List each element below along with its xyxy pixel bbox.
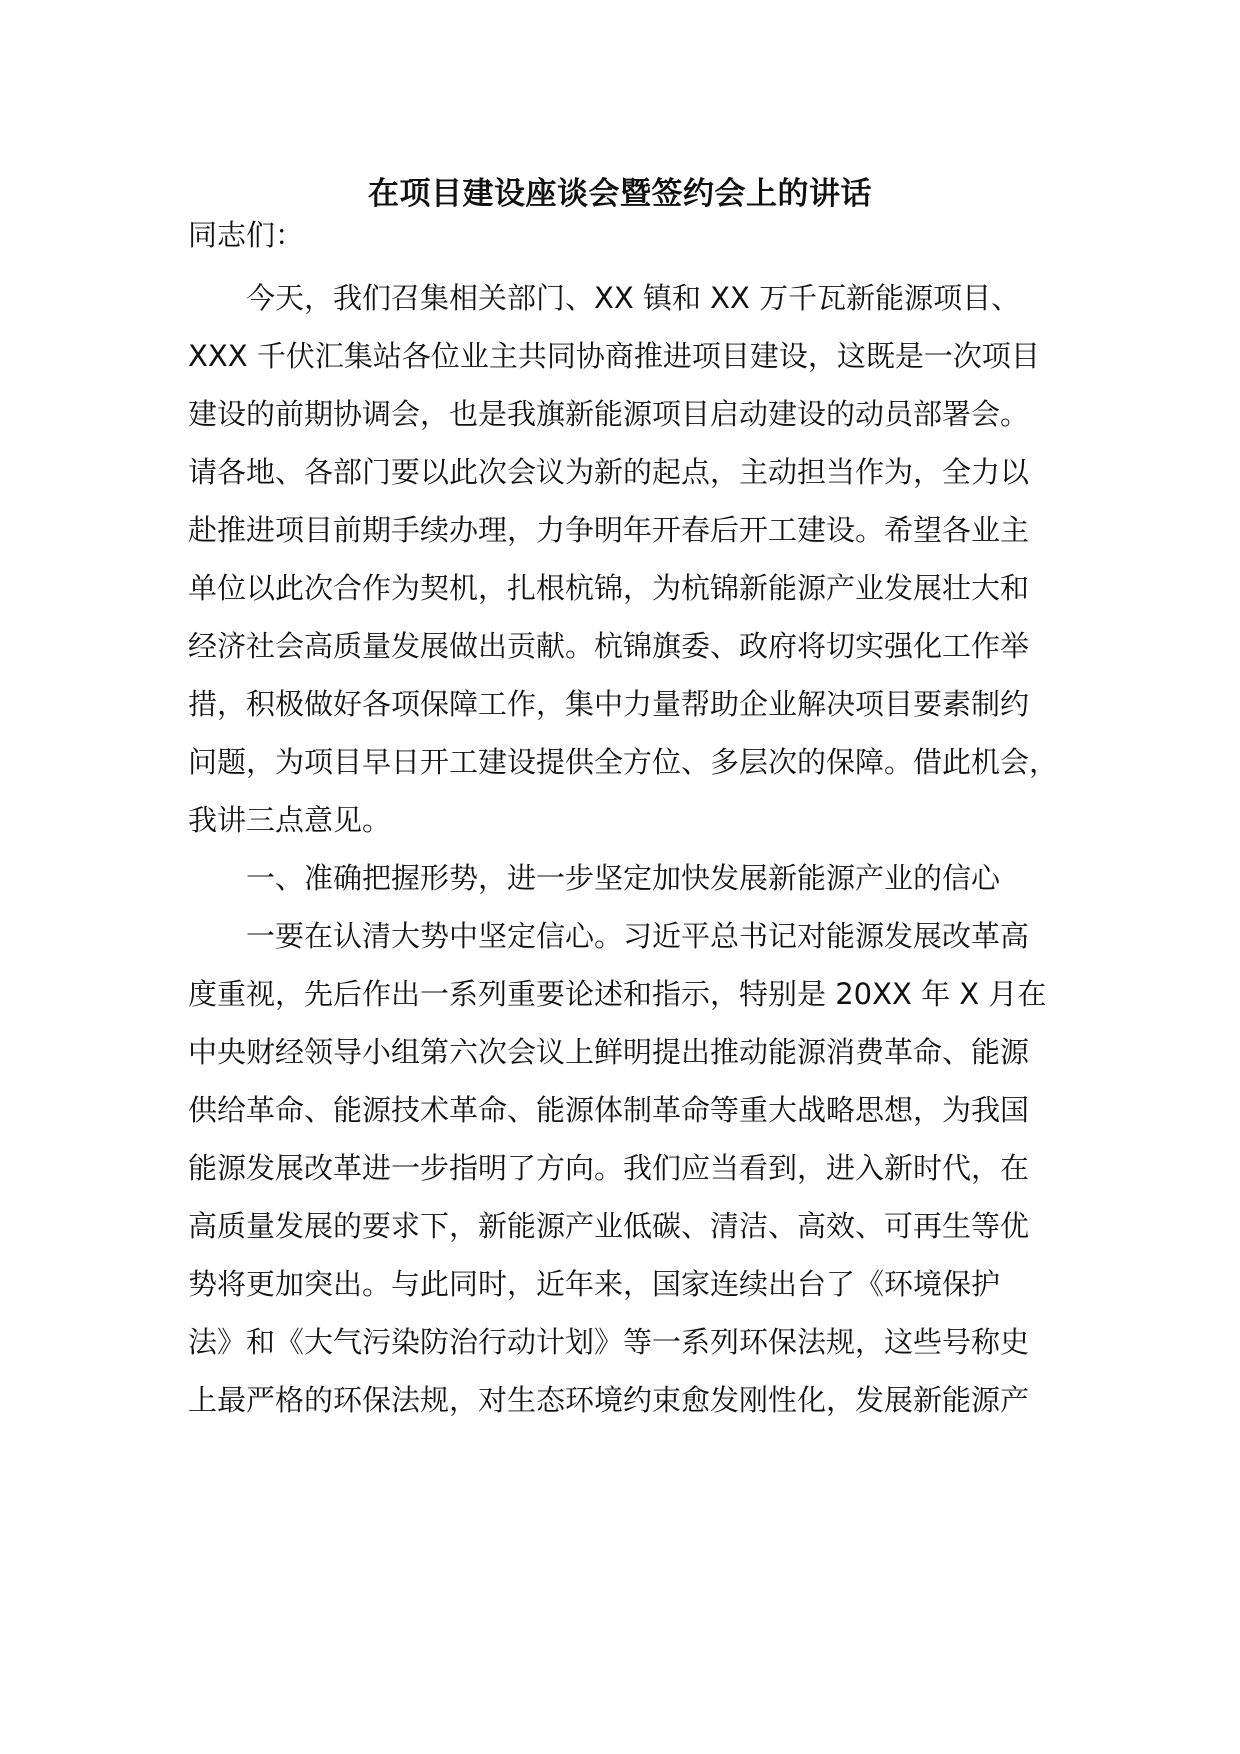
paragraph-line: 问题，为项目早日开工建设提供全方位、多层次的保障。借此机会， xyxy=(188,745,1059,779)
section-heading: 一、准确把握形势，进一步坚定加快发展新能源产业的信心 xyxy=(246,861,1001,895)
paragraph-line: 高质量发展的要求下，新能源产业低碳、清洁、高效、可再生等优 xyxy=(188,1209,1030,1243)
paragraph-line: 中央财经领导小组第六次会议上鲜明提出推动能源消费革命、能源 xyxy=(188,1035,1030,1069)
paragraph-line: 我讲三点意见。 xyxy=(188,803,392,837)
paragraph-line: 能源发展改革进一步指明了方向。我们应当看到，进入新时代，在 xyxy=(188,1151,1030,1185)
paragraph-line: 赴推进项目前期手续办理，力争明年开春后开工建设。希望各业主 xyxy=(188,513,1030,547)
paragraph-line: 请各地、各部门要以此次会议为新的起点，主动担当作为，全力以 xyxy=(188,455,1030,489)
paragraph-line: 经济社会高质量发展做出贡献。杭锦旗委、政府将切实强化工作举 xyxy=(188,629,1030,663)
salutation-line: 同志们： xyxy=(188,218,305,252)
paragraph-line: 今天，我们召集相关部门、XX 镇和 XX 万千瓦新能源项目、 xyxy=(246,281,1021,315)
paragraph-line: XXX 千伏汇集站各位业主共同协商推进项目建设，这既是一次项目 xyxy=(188,339,1040,373)
paragraph-line: 上最严格的环保法规，对生态环境约束愈发刚性化，发展新能源产 xyxy=(188,1383,1030,1417)
paragraph-line: 势将更加突出。与此同时，近年来，国家连续出台了《环境保护 xyxy=(188,1267,1001,1301)
paragraph-line: 单位以此次合作为契机，扎根杭锦，为杭锦新能源产业发展壮大和 xyxy=(188,571,1030,605)
paragraph-line: 法》和《大气污染防治行动计划》等一系列环保法规，这些号称史 xyxy=(188,1325,1030,1359)
paragraph-line: 供给革命、能源技术革命、能源体制革命等重大战略思想，为我国 xyxy=(188,1093,1030,1127)
paragraph-line: 措，积极做好各项保障工作，集中力量帮助企业解决项目要素制约 xyxy=(188,687,1030,721)
paragraph-line: 建设的前期协调会，也是我旗新能源项目启动建设的动员部署会。 xyxy=(188,397,1030,431)
paragraph-line: 一要在认清大势中坚定信心。习近平总书记对能源发展改革高 xyxy=(246,919,1030,953)
paragraph-line: 度重视，先后作出一系列重要论述和指示，特别是 20XX 年 X 月在 xyxy=(188,977,1047,1011)
document-title: 在项目建设座谈会暨签约会上的讲话 xyxy=(368,176,872,212)
